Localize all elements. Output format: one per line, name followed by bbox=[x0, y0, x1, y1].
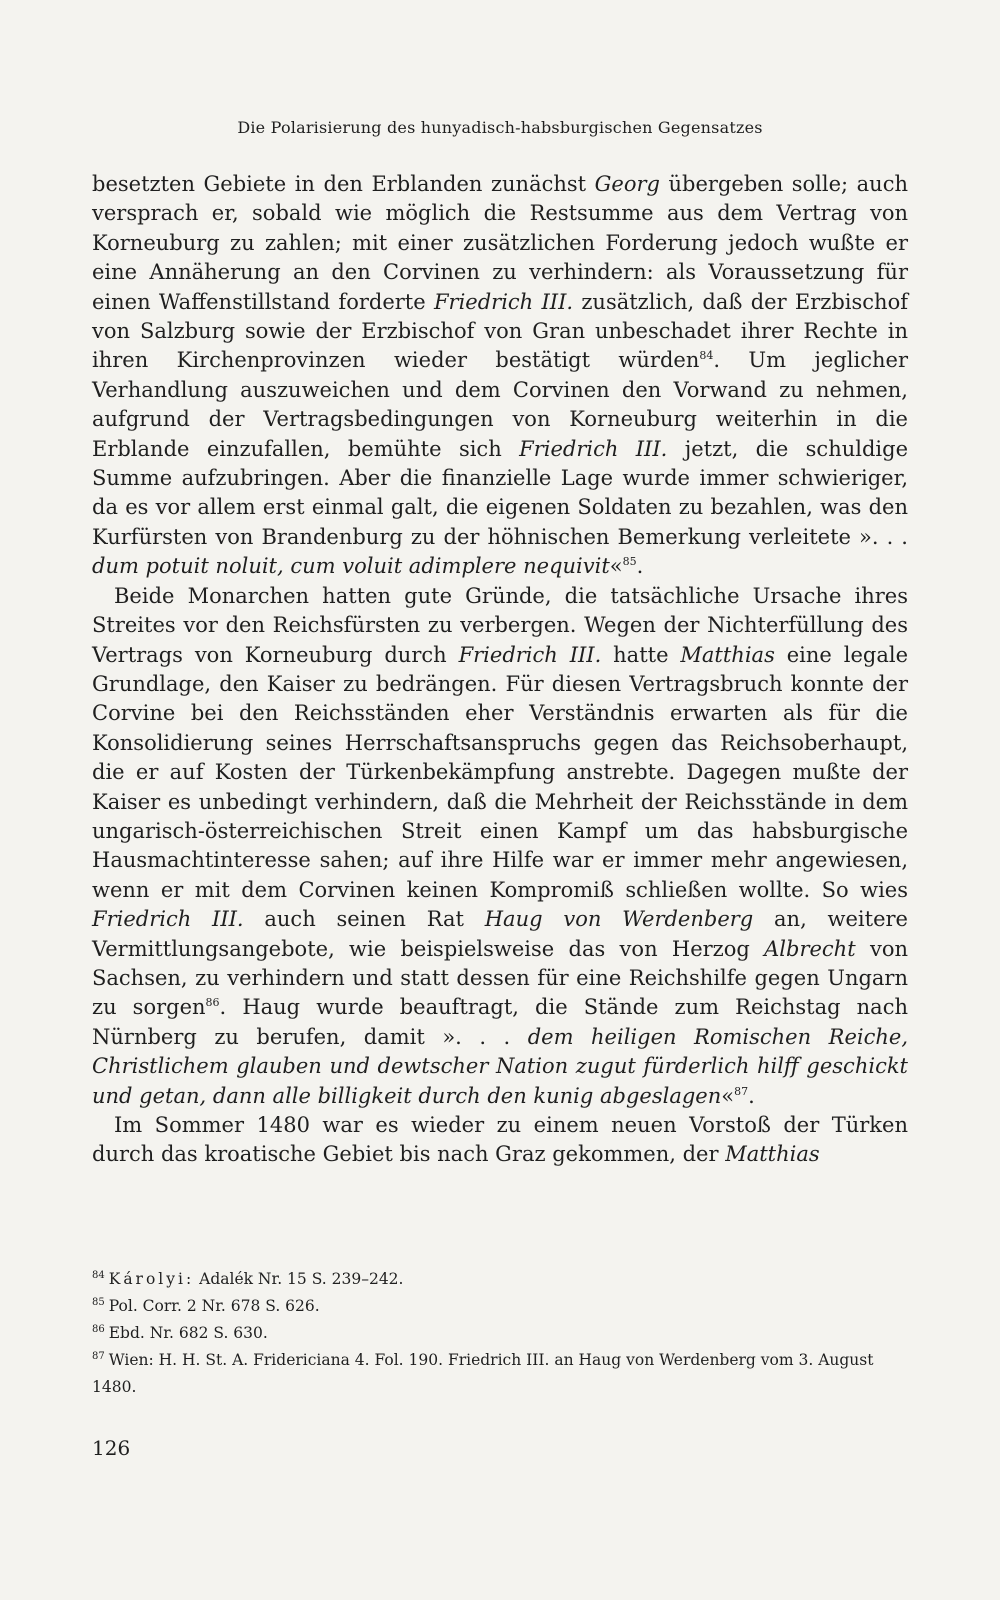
paragraph-2 bbox=[92, 582, 908, 1111]
footnote-86 bbox=[92, 1320, 908, 1347]
italic-name: Friedrich III. bbox=[92, 907, 244, 932]
paragraph-3 bbox=[92, 1111, 908, 1170]
text: . Haug wurde beauftragt, die Stände zum Reichstag nach Nürnberg zu berufen, damit ». . . bbox=[92, 995, 908, 1049]
footnote-number: 86 bbox=[92, 1323, 105, 1335]
main-text bbox=[92, 170, 908, 1170]
text: übergeben solle; auch versprach er, sobald wie möglich die Restsumme aus dem Vertrag von Korneuburg zu zahlen; mit einer zusätzlichen Forderung jedoch wußte er eine Annäherung an den Corvinen zu verhindern: als Voraussetzung für einen Waffenstillstand forderte bbox=[92, 172, 908, 314]
italic-name: Georg bbox=[594, 172, 660, 196]
italic-name: Haug von Werdenberg bbox=[484, 907, 754, 932]
footnote-number: 85 bbox=[92, 1296, 105, 1308]
text: eine legale Grundlage, den Kaiser zu bedrängen. Für diesen Vertragsbruch konnte der Corvine bei den Reichsständen eher Verständnis erwarten als für die Konsolidierung seines Herrschaftsanspruchs gegen das Reichsoberhaupt, die er auf Kosten der Türkenbekämpfung anstrebte. Dagegen mußte der Kaiser es unbedingt verhindern, daß die Mehrheit der Reichsstände in dem ungarisch-österreichischen Streit einen Kampf um das habsburgische Hausmachtinteresse sahen; auf ihre Hilfe war er immer mehr angewiesen, wenn er mit dem Corvinen keinen Kompromiß schließen wollte. So wies bbox=[92, 642, 908, 902]
german-quote: dem heiligen Romischen Reiche, Christlichem glauben und dewtscher Nation zugut fürderlich hilff geschickt und getan, dann alle billigkeit durch den kunig abgeslagen bbox=[92, 1024, 908, 1108]
text: Beide Monarchen hatten gute Gründe, die tatsächliche Ursache ihres Streites vor den Reichsfürsten zu verbergen. Wegen der Nichterfüllung des Vertrags von Korneuburg durch bbox=[92, 583, 908, 667]
page-number: 126 bbox=[92, 1436, 131, 1460]
text: zusätzlich, daß der Erzbischof von Salzburg sowie der Erzbischof von Gran unbeschadet ihrer Rechte in ihren Kirchenprovinzen wieder bestätigt würden bbox=[92, 289, 908, 373]
text: « bbox=[609, 554, 623, 579]
footnote-ref-87: 87 bbox=[734, 1084, 749, 1098]
footnote-ref-84: 84 bbox=[699, 349, 714, 363]
footnote-author: Károlyi: bbox=[108, 1270, 195, 1288]
footnote-ref-85: 85 bbox=[622, 555, 637, 569]
footnote-85 bbox=[92, 1293, 908, 1320]
text: an, weitere Vermittlungsangebote, wie beispielsweise das von Herzog bbox=[92, 907, 908, 961]
text: jetzt, die schuldige Summe aufzubringen. Aber die finanzielle Lage wurde immer schwieriger, da es vor allem erst einmal galt, die eigenen Soldaten zu bezahlen, was den Kurfürsten von Brandenburg zu der höhnischen Bemerkung verleitete ». . . bbox=[92, 436, 908, 549]
footnote-text: Wien: H. H. St. A. Fridericiana 4. Fol. 190. Friedrich III. an Haug von Werdenberg vom 3. August 1480. bbox=[92, 1351, 874, 1396]
text: auch seinen Rat bbox=[243, 907, 485, 932]
latin-quote: dum potuit noluit, cum voluit adimplere nequivit bbox=[92, 554, 610, 579]
text: Im Sommer 1480 war es wieder zu einem neuen Vorstoß der Türken durch das kroatische Gebiet bis nach Graz gekommen, der bbox=[92, 1113, 908, 1167]
footnote-text: Adalék Nr. 15 S. 239–242. bbox=[194, 1270, 404, 1288]
running-head: Die Polarisierung des hunyadisch-habsburgischen Gegensatzes bbox=[237, 118, 763, 137]
footnotes bbox=[92, 1266, 908, 1401]
footnote-84 bbox=[92, 1266, 908, 1293]
italic-name: Friedrich III. bbox=[458, 642, 602, 667]
footnote-number: 84 bbox=[92, 1269, 105, 1281]
footnote-number: 87 bbox=[92, 1350, 105, 1362]
text: . bbox=[748, 1083, 755, 1108]
italic-name: Albrecht bbox=[764, 936, 856, 961]
text: hatte bbox=[601, 642, 681, 667]
paragraph-1 bbox=[92, 170, 908, 582]
footnote-text: Ebd. Nr. 682 S. 630. bbox=[108, 1324, 268, 1342]
italic-name: Matthias bbox=[725, 1142, 820, 1167]
text: besetzten Gebiete in den Erblanden zunächst bbox=[92, 172, 595, 196]
italic-name: Friedrich III. bbox=[519, 436, 668, 461]
footnote-ref-86: 86 bbox=[205, 996, 220, 1010]
text: « bbox=[721, 1083, 735, 1108]
text: . bbox=[636, 554, 644, 579]
italic-name: Friedrich III. bbox=[433, 289, 574, 314]
footnote-87 bbox=[92, 1347, 908, 1401]
italic-name: Matthias bbox=[680, 642, 775, 667]
text: von Sachsen, zu verhindern und statt dessen für eine Reichshilfe gegen Ungarn zu sorgen bbox=[92, 936, 908, 1020]
text: . Um jeglicher Verhandlung auszuweichen und dem Corvinen den Vorwand zu nehmen, aufgrund der Vertragsbedingungen von Korneuburg weiterhin in die Erblande einzufallen, bemühte sich bbox=[92, 348, 908, 461]
footnote-text: Pol. Corr. 2 Nr. 678 S. 626. bbox=[108, 1297, 320, 1315]
